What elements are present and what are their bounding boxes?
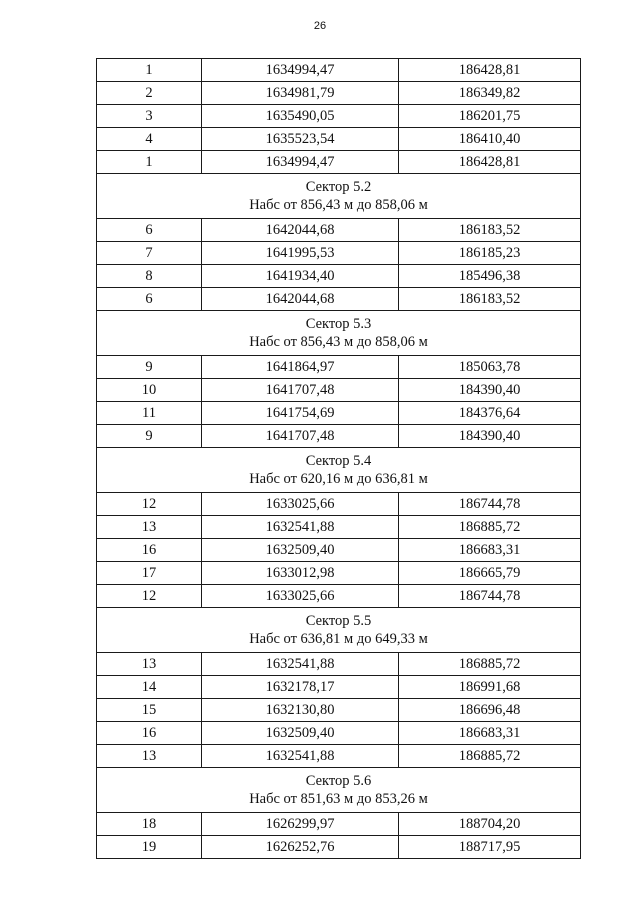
sector-header-cell bbox=[97, 448, 581, 493]
point-number-cell: 10 bbox=[97, 379, 202, 402]
point-number-cell: 3 bbox=[97, 105, 202, 128]
y-coordinate-cell: 186991,68 bbox=[399, 676, 581, 699]
point-number-cell: 13 bbox=[97, 516, 202, 539]
point-number-cell: 12 bbox=[97, 493, 202, 516]
coordinates-table-body bbox=[97, 59, 581, 859]
table-row bbox=[97, 59, 581, 82]
point-number-cell: 16 bbox=[97, 722, 202, 745]
sector-header-cell bbox=[97, 311, 581, 356]
sector-elevation-range: Набс от 851,63 м до 853,26 м bbox=[249, 791, 428, 807]
point-number-cell: 14 bbox=[97, 676, 202, 699]
sector-header-row bbox=[97, 768, 581, 813]
table-row bbox=[97, 105, 581, 128]
sector-header-cell bbox=[97, 608, 581, 653]
y-coordinate-cell: 186428,81 bbox=[399, 151, 581, 174]
y-coordinate-cell: 186428,81 bbox=[399, 59, 581, 82]
point-number-cell: 13 bbox=[97, 745, 202, 768]
y-coordinate-cell: 186665,79 bbox=[399, 562, 581, 585]
y-coordinate-cell: 186201,75 bbox=[399, 105, 581, 128]
table-row bbox=[97, 539, 581, 562]
table-row bbox=[97, 516, 581, 539]
x-coordinate-cell: 1634994,47 bbox=[202, 59, 399, 82]
point-number-cell: 17 bbox=[97, 562, 202, 585]
y-coordinate-cell: 186885,72 bbox=[399, 653, 581, 676]
point-number-cell: 1 bbox=[97, 151, 202, 174]
x-coordinate-cell: 1633025,66 bbox=[202, 493, 399, 516]
y-coordinate-cell: 186183,52 bbox=[399, 219, 581, 242]
x-coordinate-cell: 1632541,88 bbox=[202, 516, 399, 539]
sector-title: Сектор 5.6 bbox=[305, 773, 372, 789]
y-coordinate-cell: 184390,40 bbox=[399, 379, 581, 402]
table-row bbox=[97, 219, 581, 242]
x-coordinate-cell: 1635490,05 bbox=[202, 105, 399, 128]
y-coordinate-cell: 185063,78 bbox=[399, 356, 581, 379]
y-coordinate-cell: 186410,40 bbox=[399, 128, 581, 151]
table-row bbox=[97, 493, 581, 516]
table-row bbox=[97, 745, 581, 768]
point-number-cell: 18 bbox=[97, 813, 202, 836]
sector-title: Сектор 5.4 bbox=[305, 453, 372, 469]
x-coordinate-cell: 1642044,68 bbox=[202, 219, 399, 242]
sector-title: Сектор 5.2 bbox=[305, 179, 372, 195]
x-coordinate-cell: 1641934,40 bbox=[202, 265, 399, 288]
point-number-cell: 6 bbox=[97, 288, 202, 311]
x-coordinate-cell: 1634981,79 bbox=[202, 82, 399, 105]
x-coordinate-cell: 1634994,47 bbox=[202, 151, 399, 174]
y-coordinate-cell: 188717,95 bbox=[399, 836, 581, 859]
x-coordinate-cell: 1641754,69 bbox=[202, 402, 399, 425]
x-coordinate-cell: 1641707,48 bbox=[202, 379, 399, 402]
point-number-cell: 8 bbox=[97, 265, 202, 288]
x-coordinate-cell: 1632509,40 bbox=[202, 722, 399, 745]
table-row bbox=[97, 836, 581, 859]
x-coordinate-cell: 1632541,88 bbox=[202, 745, 399, 768]
y-coordinate-cell: 186683,31 bbox=[399, 539, 581, 562]
table-row bbox=[97, 562, 581, 585]
y-coordinate-cell: 186183,52 bbox=[399, 288, 581, 311]
table-row bbox=[97, 585, 581, 608]
x-coordinate-cell: 1641864,97 bbox=[202, 356, 399, 379]
table-row bbox=[97, 356, 581, 379]
table-row bbox=[97, 722, 581, 745]
y-coordinate-cell: 186696,48 bbox=[399, 699, 581, 722]
table-row bbox=[97, 813, 581, 836]
table-row bbox=[97, 151, 581, 174]
x-coordinate-cell: 1641995,53 bbox=[202, 242, 399, 265]
sector-elevation-range: Набс от 620,16 м до 636,81 м bbox=[249, 471, 428, 487]
table-row bbox=[97, 128, 581, 151]
y-coordinate-cell: 186185,23 bbox=[399, 242, 581, 265]
point-number-cell: 13 bbox=[97, 653, 202, 676]
point-number-cell: 11 bbox=[97, 402, 202, 425]
point-number-cell: 15 bbox=[97, 699, 202, 722]
table-row bbox=[97, 425, 581, 448]
x-coordinate-cell: 1642044,68 bbox=[202, 288, 399, 311]
point-number-cell: 2 bbox=[97, 82, 202, 105]
page-number: 26 bbox=[313, 20, 327, 32]
table-row bbox=[97, 676, 581, 699]
point-number-cell: 12 bbox=[97, 585, 202, 608]
table-row bbox=[97, 699, 581, 722]
y-coordinate-cell: 184376,64 bbox=[399, 402, 581, 425]
y-coordinate-cell: 186744,78 bbox=[399, 585, 581, 608]
x-coordinate-cell: 1626252,76 bbox=[202, 836, 399, 859]
table-row bbox=[97, 82, 581, 105]
sector-elevation-range: Набс от 856,43 м до 858,06 м bbox=[249, 334, 428, 350]
y-coordinate-cell: 184390,40 bbox=[399, 425, 581, 448]
x-coordinate-cell: 1633025,66 bbox=[202, 585, 399, 608]
sector-elevation-range: Набс от 636,81 м до 649,33 м bbox=[249, 631, 428, 647]
x-coordinate-cell: 1633012,98 bbox=[202, 562, 399, 585]
point-number-cell: 19 bbox=[97, 836, 202, 859]
sector-header-row bbox=[97, 174, 581, 219]
table-row bbox=[97, 379, 581, 402]
x-coordinate-cell: 1632509,40 bbox=[202, 539, 399, 562]
sector-header-cell bbox=[97, 768, 581, 813]
y-coordinate-cell: 186349,82 bbox=[399, 82, 581, 105]
point-number-cell: 4 bbox=[97, 128, 202, 151]
table-row bbox=[97, 402, 581, 425]
sector-header-cell bbox=[97, 174, 581, 219]
point-number-cell: 6 bbox=[97, 219, 202, 242]
sector-header-row bbox=[97, 448, 581, 493]
point-number-cell: 9 bbox=[97, 356, 202, 379]
x-coordinate-cell: 1635523,54 bbox=[202, 128, 399, 151]
sector-elevation-range: Набс от 856,43 м до 858,06 м bbox=[249, 197, 428, 213]
coordinates-table bbox=[96, 58, 581, 859]
sector-header-row bbox=[97, 608, 581, 653]
sector-title: Сектор 5.5 bbox=[305, 613, 372, 629]
y-coordinate-cell: 185496,38 bbox=[399, 265, 581, 288]
table-row bbox=[97, 265, 581, 288]
x-coordinate-cell: 1626299,97 bbox=[202, 813, 399, 836]
x-coordinate-cell: 1632178,17 bbox=[202, 676, 399, 699]
sector-title: Сектор 5.3 bbox=[305, 316, 372, 332]
table-row bbox=[97, 242, 581, 265]
x-coordinate-cell: 1641707,48 bbox=[202, 425, 399, 448]
y-coordinate-cell: 186744,78 bbox=[399, 493, 581, 516]
y-coordinate-cell: 186885,72 bbox=[399, 516, 581, 539]
point-number-cell: 9 bbox=[97, 425, 202, 448]
table-row bbox=[97, 288, 581, 311]
x-coordinate-cell: 1632541,88 bbox=[202, 653, 399, 676]
point-number-cell: 1 bbox=[97, 59, 202, 82]
y-coordinate-cell: 186683,31 bbox=[399, 722, 581, 745]
sector-header-row bbox=[97, 311, 581, 356]
table-row bbox=[97, 653, 581, 676]
point-number-cell: 7 bbox=[97, 242, 202, 265]
y-coordinate-cell: 188704,20 bbox=[399, 813, 581, 836]
x-coordinate-cell: 1632130,80 bbox=[202, 699, 399, 722]
y-coordinate-cell: 186885,72 bbox=[399, 745, 581, 768]
point-number-cell: 16 bbox=[97, 539, 202, 562]
